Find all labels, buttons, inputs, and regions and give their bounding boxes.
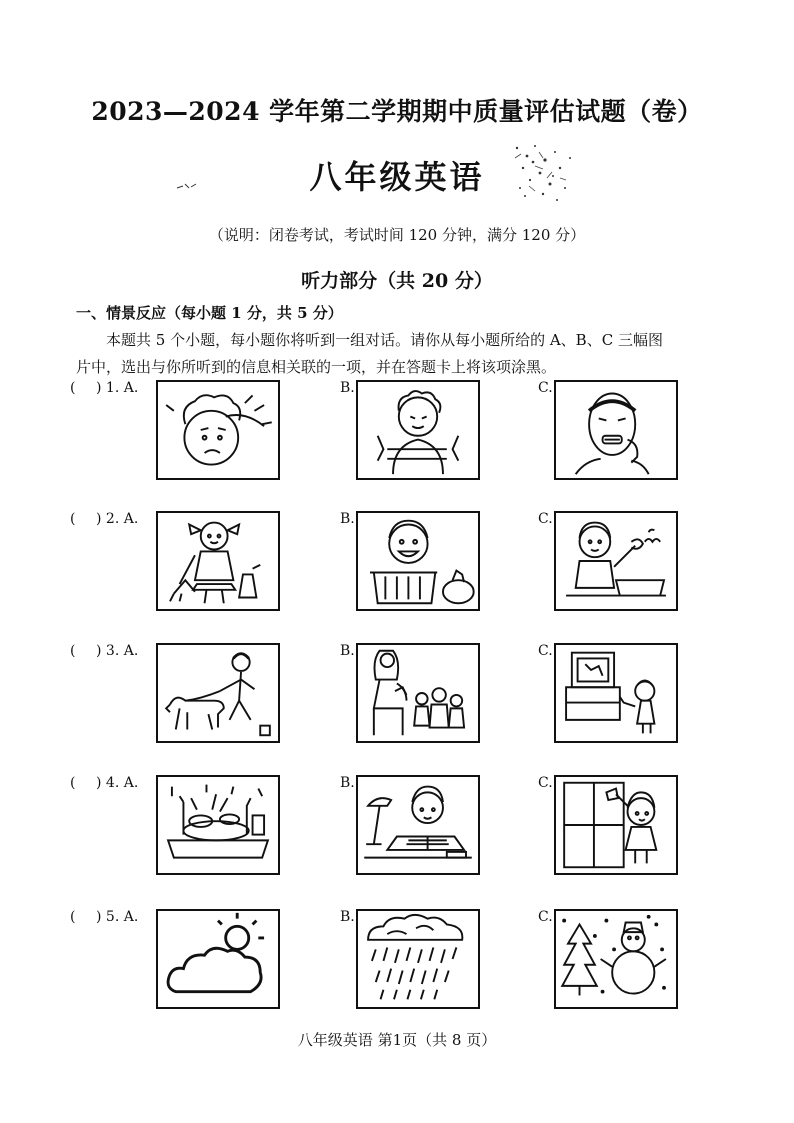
q5-option-a-picture[interactable]	[156, 909, 280, 1009]
instruction-line: 片中，选出与你所听到的信息相关联的一项，并在答题卡上将该项涂黑。	[76, 358, 557, 376]
q2-option-a-picture[interactable]	[156, 511, 280, 611]
option-b-label: B.	[340, 511, 355, 527]
part-one-instructions	[76, 327, 726, 381]
q5-option-c-picture[interactable]	[554, 909, 678, 1009]
snowy-icon	[556, 911, 676, 1007]
q2-option-c-picture[interactable]	[554, 511, 678, 611]
option-c-label: C.	[538, 511, 553, 527]
watching-tv-icon	[556, 645, 676, 741]
messy-dishes-icon	[158, 777, 278, 873]
headache-icon	[158, 382, 278, 478]
q2-option-b-picture[interactable]	[356, 511, 480, 611]
scan-noise-icon	[175, 178, 199, 194]
question-2-label: ( ) 2. A.	[70, 511, 139, 527]
option-b-label: B.	[340, 643, 355, 659]
exam-instructions-note: （说明：闭卷考试，考试时间 120 分钟，满分 120 分）	[208, 226, 586, 244]
cooking-icon	[556, 513, 676, 609]
exam-title: 2023—2024 学年第二学期期中质量评估试题（卷）	[91, 97, 703, 126]
sweeping-floor-icon	[158, 513, 278, 609]
rainy-icon	[358, 911, 478, 1007]
q1-option-b-picture[interactable]	[356, 380, 480, 480]
part-one-title: 一、情景反应（每小题 1 分，共 5 分）	[76, 304, 343, 322]
cleaning-window-icon	[556, 777, 676, 873]
q4-option-a-picture[interactable]	[156, 775, 280, 875]
q5-option-b-picture[interactable]	[356, 909, 480, 1009]
question-5-label: ( ) 5. A.	[70, 909, 139, 925]
option-c-label: C.	[538, 380, 553, 396]
cold-shivering-icon	[358, 382, 478, 478]
option-b-label: B.	[340, 909, 355, 925]
knitting-storytelling-icon	[358, 645, 478, 741]
option-b-label: B.	[340, 380, 355, 396]
option-b-label: B.	[340, 775, 355, 791]
q1-option-c-picture[interactable]	[554, 380, 678, 480]
taking-out-trash-icon	[358, 513, 478, 609]
page-footer: 八年级英语 第1页（共 8 页）	[297, 1031, 497, 1049]
q4-option-b-picture[interactable]	[356, 775, 480, 875]
reading-desk-icon	[358, 777, 478, 873]
q3-option-a-picture[interactable]	[156, 643, 280, 743]
instruction-line: 本题共 5 个小题，每小题你将听到一组对话。请你从每小题所给的 A、B、C 三幅图	[106, 331, 663, 349]
toothache-icon	[556, 382, 676, 478]
option-c-label: C.	[538, 643, 553, 659]
cloudy-icon	[158, 911, 278, 1007]
q4-option-c-picture[interactable]	[554, 775, 678, 875]
q3-option-b-picture[interactable]	[356, 643, 480, 743]
q1-option-a-picture[interactable]	[156, 380, 280, 480]
question-3-label: ( ) 3. A.	[70, 643, 139, 659]
subject-title: 八年级英语	[309, 158, 485, 196]
option-c-label: C.	[538, 775, 553, 791]
question-4-label: ( ) 4. A.	[70, 775, 139, 791]
listening-section-title: 听力部分（共 20 分）	[301, 270, 493, 292]
walking-dog-icon	[158, 645, 278, 741]
q3-option-c-picture[interactable]	[554, 643, 678, 743]
scan-noise-icon	[505, 138, 585, 210]
question-1-label: ( ) 1. A.	[70, 380, 139, 396]
option-c-label: C.	[538, 909, 553, 925]
